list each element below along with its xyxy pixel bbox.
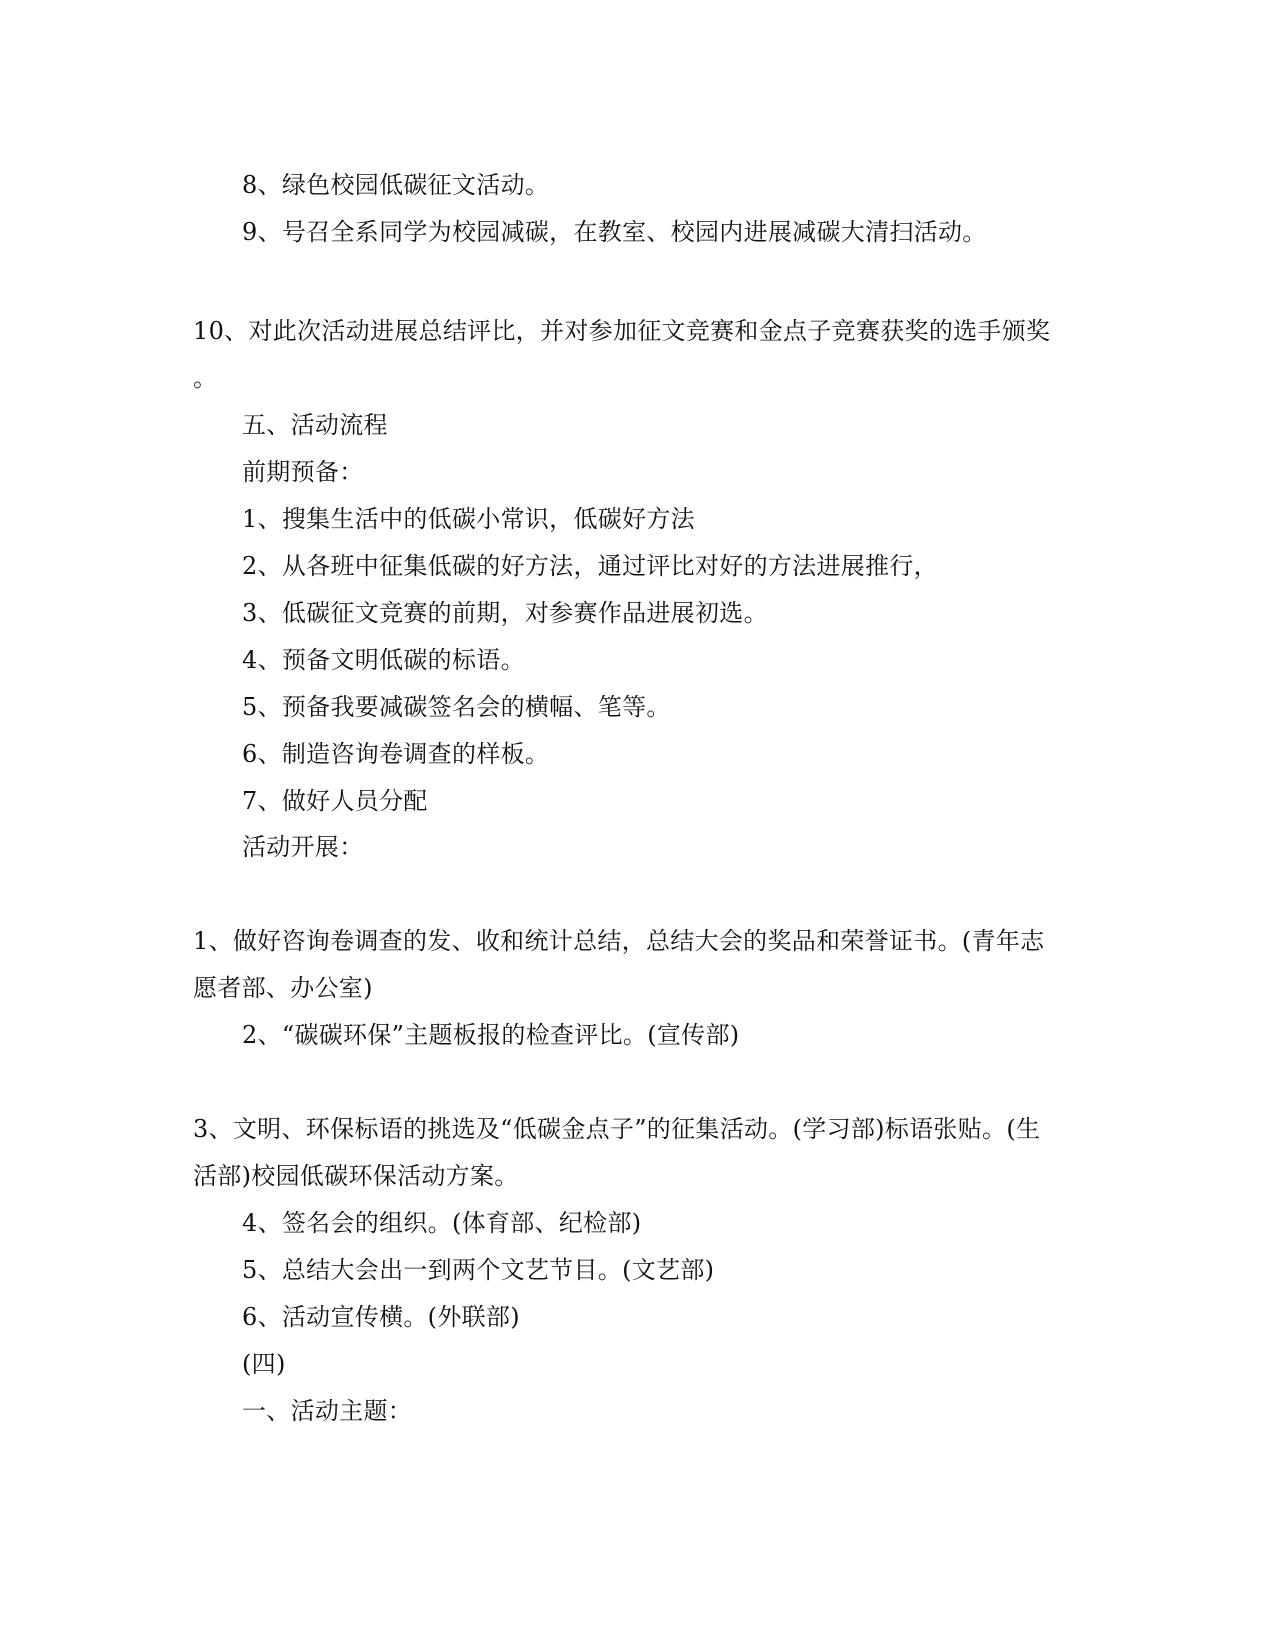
prep-item-4: 4、预备文明低碳的标语。 [242, 646, 525, 674]
subheading-activities: 活动开展： [242, 833, 364, 861]
activity-item-3: 3、文明、环保标语的挑选及“低碳金点子”的征集活动。(学习部)标语张贴。(生 [193, 1115, 1041, 1143]
item-10-continuation: 。 [193, 364, 218, 392]
activity-item-2: 2、“碳碳环保”主题板报的检查评比。(宣传部) [242, 1021, 740, 1049]
prep-item-7: 7、做好人员分配 [242, 787, 428, 815]
theme-heading: 一、活动主题： [242, 1397, 413, 1425]
item-10: 10、对此次活动进展总结评比，并对参加征文竞赛和金点子竞赛获奖的选手颁奖 [193, 317, 1051, 345]
item-8: 8、绿色校园低碳征文活动。 [242, 171, 550, 199]
subheading-preparation: 前期预备： [242, 458, 364, 486]
prep-item-3: 3、低碳征文竞赛的前期，对参赛作品进展初选。 [242, 599, 768, 627]
prep-item-2: 2、从各班中征集低碳的好方法，通过评比对好的方法进展推行， [242, 552, 938, 580]
activity-item-4: 4、签名会的组织。(体育部、纪检部) [242, 1209, 642, 1237]
activity-item-5: 5、总结大会出一到两个文艺节目。(文艺部) [242, 1256, 715, 1284]
activity-item-3-continuation: 活部)校园低碳环保活动方案。 [193, 1162, 519, 1190]
prep-item-6: 6、制造咨询卷调查的样板。 [242, 740, 550, 768]
prep-item-1: 1、搜集生活中的低碳小常识，低碳好方法 [242, 505, 695, 533]
part-four-heading: (四) [242, 1350, 286, 1378]
section-heading: 五、活动流程 [242, 411, 388, 439]
activity-item-1: 1、做好咨询卷调查的发、收和统计总结，总结大会的奖品和荣誉证书。(青年志 [193, 927, 1045, 955]
activity-item-6: 6、活动宣传横。(外联部) [242, 1303, 520, 1331]
activity-item-1-continuation: 愿者部、办公室) [193, 974, 373, 1002]
item-9: 9、号召全系同学为校园减碳，在教室、校园内进展减碳大清扫活动。 [242, 218, 987, 246]
prep-item-5: 5、预备我要减碳签名会的横幅、笔等。 [242, 693, 671, 721]
